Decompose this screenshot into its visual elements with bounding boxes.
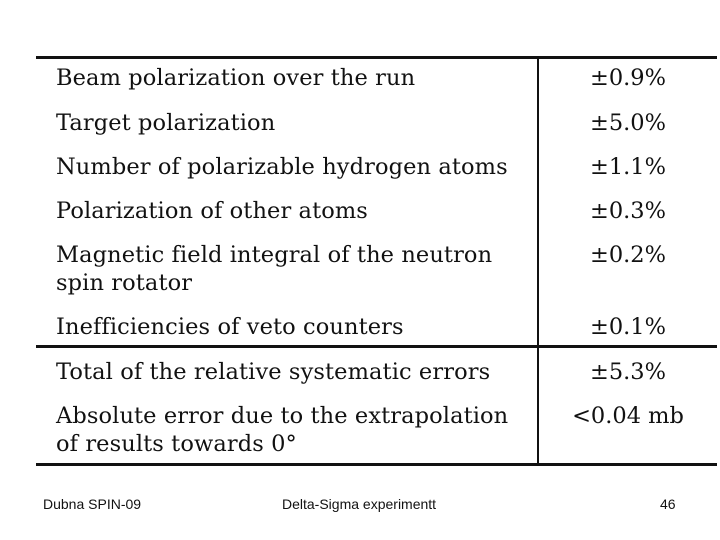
footer-conference: Dubna SPIN-09 <box>43 496 142 512</box>
table-middle-rule <box>36 345 717 348</box>
row-label: Total of the relative systematic errors <box>56 359 491 385</box>
footer-page-number: 46 <box>660 496 676 512</box>
row-value: ±0.1% <box>589 314 666 340</box>
row-label: Target polarization <box>56 110 276 136</box>
row-label: Beam polarization over the run <box>56 65 416 91</box>
systematic-errors-table <box>36 56 717 466</box>
row-label: Absolute error due to the extrapolation of results towards 0° <box>56 403 509 457</box>
row-label: Number of polarizable hydrogen atoms <box>56 154 508 180</box>
table-bottom-rule <box>36 463 717 466</box>
row-value: ±5.0% <box>589 110 666 136</box>
row-value: <0.04 mb <box>572 403 684 429</box>
row-value: ±0.3% <box>589 198 666 224</box>
row-value: ±5.3% <box>589 359 666 385</box>
row-label: Inefficiencies of veto counters <box>56 314 404 340</box>
row-value: ±0.2% <box>589 242 666 268</box>
row-value: ±0.9% <box>589 65 666 91</box>
row-value: ±1.1% <box>589 154 666 180</box>
table-top-rule <box>36 56 717 59</box>
row-label: Magnetic field integral of the neutron spin rotator <box>56 242 493 296</box>
row-label: Polarization of other atoms <box>56 198 368 224</box>
footer-title: Delta-Sigma experimentt <box>282 496 437 512</box>
